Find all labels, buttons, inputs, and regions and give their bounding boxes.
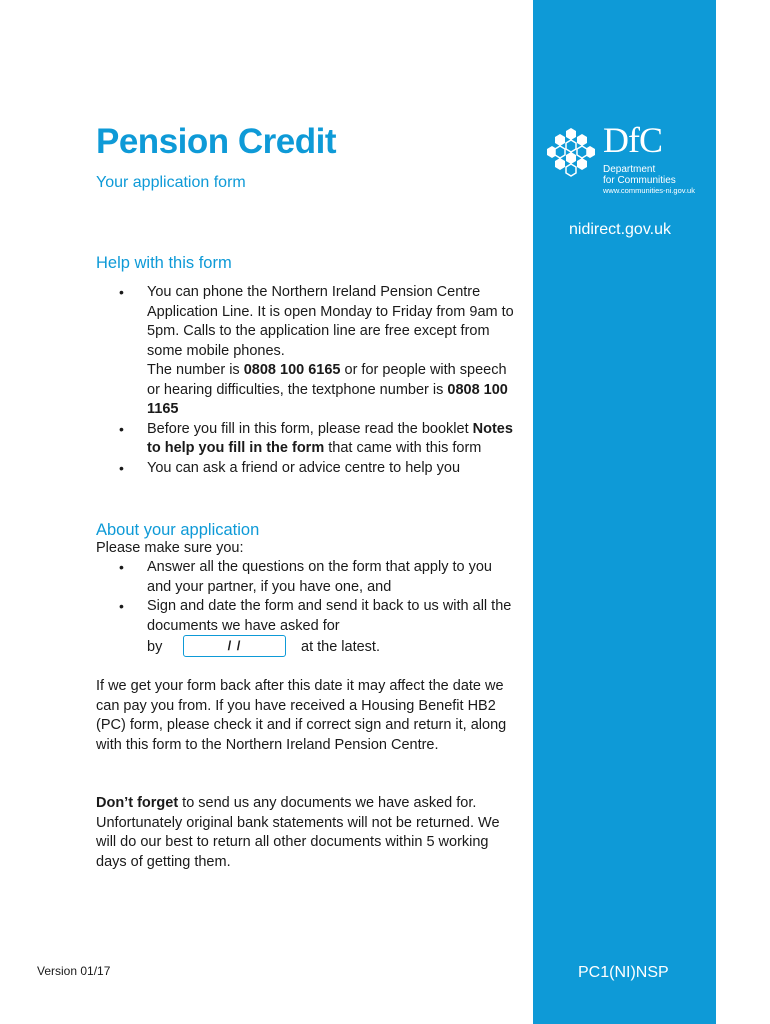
documents-paragraph — [96, 794, 516, 872]
form-code: PC1(NI)NSP — [578, 964, 669, 981]
at-latest-label: at the latest. — [301, 639, 380, 655]
department-name — [603, 164, 676, 186]
booklet-title: Notes to help you fill in the form — [147, 420, 513, 456]
about-heading: About your application — [96, 521, 260, 539]
about-list — [96, 558, 516, 660]
help-item-1-text: • You can phone the Northern Ireland Pension Centre Application Line. It is open Monday to Friday from 9am to 5pm. Calls to the application line are free except from some mobile phones. — [147, 284, 514, 359]
help-heading: Help with this form — [96, 254, 232, 272]
list-item — [96, 283, 516, 420]
help-item-1-number — [147, 361, 516, 420]
help-item-3-text: • You can ask a friend or advice centre to help you — [147, 459, 461, 476]
list-item — [96, 459, 516, 479]
date-effect-paragraph: If we get your form back after this date it may affect the date we can pay you from. If you have received a Housing Benefit HB2 (PC) form, please check it and if correct sign and return it, along with this form to the Northern Ireland Pension Centre. — [96, 678, 507, 753]
by-label: by — [147, 639, 163, 655]
department-url: www.communities-ni.gov.uk — [603, 186, 695, 195]
logo-title: DfC — [603, 120, 662, 160]
department-line-1: Department — [603, 164, 656, 175]
about-item-2-text: Sign and date the form and send it back to us with all the documents we have asked for — [147, 598, 512, 634]
item-2-suffix: that came with this form — [324, 440, 482, 456]
phone-number: 0808 100 6165 — [243, 362, 341, 378]
item-2-prefix: Before you fill in this form, please read the booklet — [147, 420, 473, 437]
help-list — [96, 283, 516, 478]
textphone-number: 0808 100 1165 — [147, 381, 508, 417]
department-line-2: for Communities — [603, 175, 676, 186]
return-date-row — [147, 638, 516, 660]
version-label: Version 01/17 — [37, 964, 111, 978]
about-item-1-text: Answer all the questions on the form that apply to you and your partner, if you have one, and — [147, 559, 492, 595]
dont-forget-label: Don’t forget — [96, 795, 179, 811]
list-item — [96, 597, 516, 660]
brand-sidebar — [533, 0, 716, 1024]
textphone-text: or for people with speech or hearing difficulties, the textphone number is — [147, 362, 507, 398]
hexagon-cluster-icon — [547, 126, 595, 178]
documents-text: to send us any documents we have asked for. Unfortunately original bank statements will not be returned. We will do our best to return all other documents within 5 working days of getting them. — [96, 795, 500, 870]
about-intro: Please make sure you: — [96, 540, 244, 556]
dfc-logo — [547, 122, 722, 202]
number-prefix: The number is — [147, 362, 244, 378]
list-item — [96, 420, 516, 459]
help-item-2-text — [147, 420, 516, 459]
page-subtitle: Your application form — [96, 174, 246, 191]
list-item — [96, 558, 516, 597]
return-date-field[interactable]: / / — [183, 635, 286, 657]
page-title: Pension Credit — [96, 122, 336, 161]
website-link[interactable]: nidirect.gov.uk — [569, 221, 671, 238]
